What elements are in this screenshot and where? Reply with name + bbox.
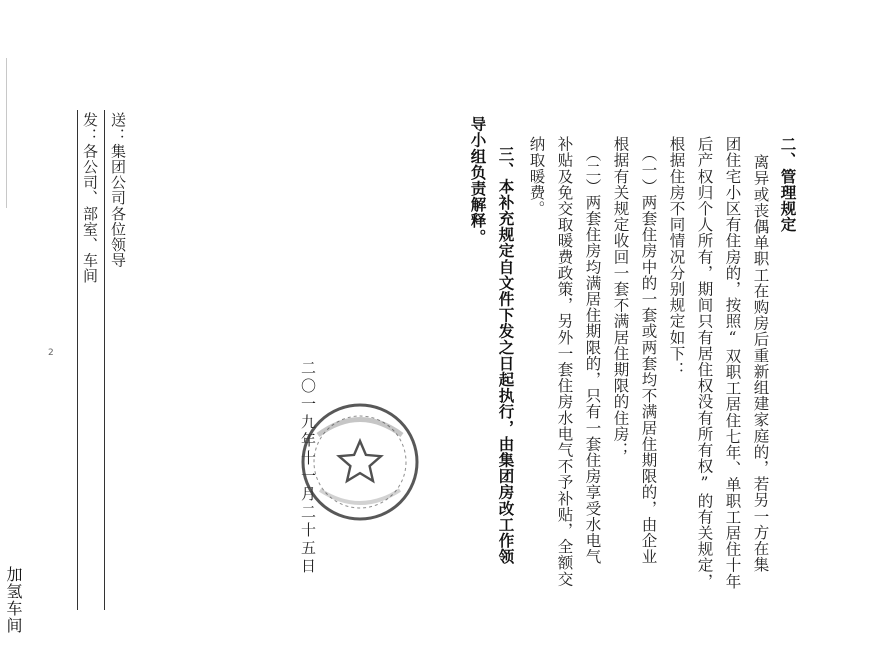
para-3-line-1: （二）两套住房均满居住期限的，只有一套住房享受水电气 [583, 146, 602, 565]
workshop-side-note: 加氢车间 [4, 566, 23, 634]
para-1-line-2: 团住宅小区有住房的，按照“双职工居住七年、单职工居住十年 [723, 136, 742, 590]
para-3-line-3: 纳取暖费。 [527, 136, 546, 217]
para-1-line-4: 根据住房不同情况分别规定如下： [667, 136, 686, 378]
para-1-line-3: 后产权归个人所有，期间只有居住权没有所有权”的有关规定， [695, 136, 714, 590]
distribution-divider [104, 110, 105, 610]
para-3-line-2: 补贴及免交取暖费政策，另外一套住房水电气不予补贴，全额交 [555, 136, 574, 587]
para-1-line-1: 离异或丧偶单职工在购房后重新组建家庭的，若另一方在集 [751, 154, 770, 573]
clause-3-line-2: 导小组负责解释。 [468, 116, 488, 245]
distribution-to: 送：集团公司各位领导 [109, 112, 127, 268]
document-date: 二〇一九年十一月二十五日 [299, 360, 317, 576]
scan-edge-mark [6, 58, 7, 208]
para-2-line-1: （一）两套住房中的一套或两套均不满居住期限的，由企业 [639, 146, 658, 565]
page-number: 2 [48, 348, 54, 358]
clause-3-line-1: 三、本补充规定自文件下发之日起执行，由集团房改工作领 [496, 146, 516, 565]
para-2-line-2: 根据有关规定收回一套不满居住期限的住房； [611, 136, 630, 458]
distribution-divider-outer [77, 110, 78, 610]
distribution-issue: 发：各公司、部室、车间 [81, 112, 99, 284]
heading-management: 二、管理规定 [778, 136, 798, 233]
official-seal-icon [296, 398, 424, 526]
